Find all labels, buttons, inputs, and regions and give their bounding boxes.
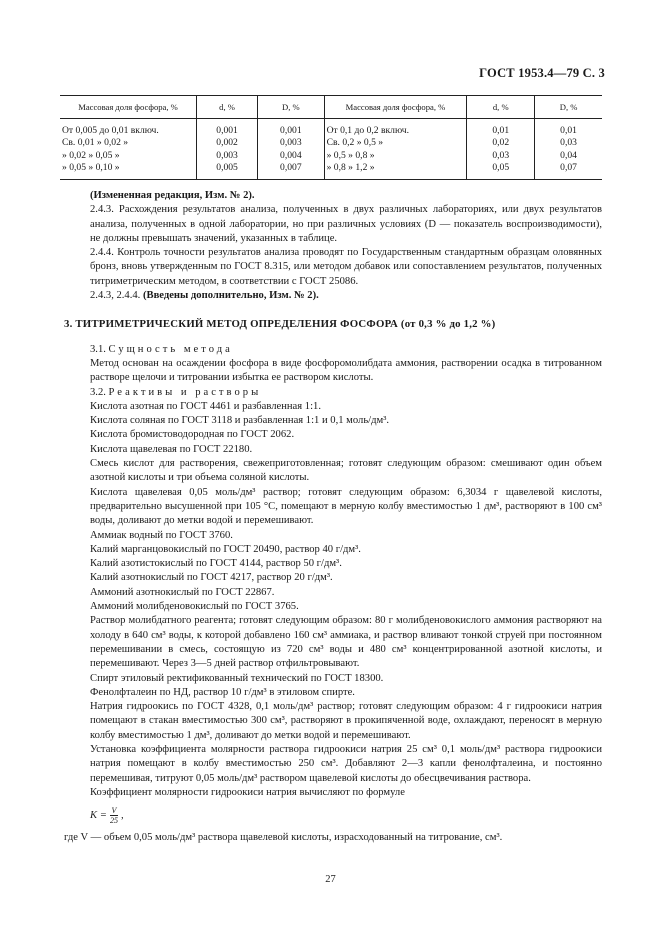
reagent-item: Спирт этиловый ректификованный технический по ГОСТ 18300.: [90, 672, 384, 684]
table-cell: 0,07: [535, 162, 602, 179]
reagent-item: Аммоний азотнокислый по ГОСТ 22867.: [90, 586, 275, 598]
formula-lhs: K =: [90, 810, 110, 822]
table-row: [60, 137, 602, 149]
reagent-item: Аммиак водный по ГОСТ 3760.: [90, 529, 233, 541]
paragraph-2-4-3: 2.4.3. Расхождения результатов анализа, полученных в двух различных лабораториях, или двух результатов анализа, полученных в одной лаборатории, но при различных условиях (D — показатель воспроизводимости), не должны превышать значений, указанных в таблице.: [90, 204, 602, 244]
table-cell: 0,005: [197, 162, 258, 179]
formula-intro: Коэффициент молярности гидроокиси натрия вычисляют по формуле: [90, 786, 405, 798]
table-cell: От 0,005 до 0,01 включ.: [62, 125, 159, 136]
table-row: [60, 150, 602, 162]
table-cell: » 0,8 » 1,2 »: [324, 162, 467, 179]
paragraph-2-4-4: 2.4.4. Контроль точности результатов анализа проводят по Государственным стандартным образцам оловянных бронз, вновь утвержденным по ГОСТ 8.315, или методом добавок или сопоставлением результатов, полученных титриметрическим методом, в соответствии с ГОСТ 25086.: [90, 247, 602, 287]
reagent-item: Кислота азотная по ГОСТ 4461 и разбавленная 1:1.: [90, 400, 321, 412]
reagent-item: Калий азотнокислый по ГОСТ 4217, раствор 20 г/дм³.: [90, 572, 333, 584]
table-cell: 0,01: [535, 119, 602, 138]
subsection-title: Реактивы и растворы: [108, 386, 262, 398]
amendment-text: (Введены дополнительно, Изм. № 2).: [142, 290, 319, 302]
reagent-item: Натрия гидроокись по ГОСТ 4328, 0,1 моль/дм³ раствор; готовят следующим образом: 4 г гидроокиси натрия помещают в стакан вместимостью 300 см³, растворяют в прокипяченной воде, охлаждают, переносят в мерную колбу вместимостью 1 дм³, доливают до метки водой и перемешивают.: [90, 701, 602, 741]
table-cell: 0,003: [197, 150, 258, 162]
col-header: D, %: [258, 96, 324, 119]
table-header-row: [60, 96, 602, 119]
col-header: Массовая доля фосфора, %: [60, 96, 197, 119]
amendment-refs: 2.4.3, 2.4.4.: [90, 290, 143, 302]
table-cell: 0,03: [535, 137, 602, 149]
reagent-item: Кислота щавелевая 0,05 моль/дм³ раствор; готовят следующим образом: 6,3034 г щавелевой кислоты, предварительно высушенной при 105 °С, помещают в мерную колбу вместимостью 1 дм³, растворяют в 100 см³ воды, доливают до метки водой и перемешивают.: [90, 486, 602, 527]
tolerance-table: [60, 95, 602, 180]
table-cell: 0,01: [467, 119, 535, 138]
reagent-item: Кислота щавелевая по ГОСТ 22180.: [90, 443, 253, 455]
col-header: d, %: [467, 96, 535, 119]
page-header: ГОСТ 1953.4—79 С. 3: [479, 66, 605, 80]
reagent-item: Калий марганцовокислый по ГОСТ 20490, раствор 40 г/дм³.: [90, 543, 361, 555]
col-header: D, %: [535, 96, 602, 119]
table-cell: » 0,05 » 0,10 »: [60, 162, 197, 179]
reagent-item: Кислота бромистоводородная по ГОСТ 2062.: [90, 429, 295, 441]
formula: [90, 806, 602, 825]
document-body: [64, 189, 602, 845]
table-row: [60, 162, 602, 179]
formula-denominator: 25: [109, 816, 118, 826]
table-row: [60, 119, 602, 138]
formula-where: где V — объем 0,05 моль/дм³ раствора щавелевой кислоты, израсходованный на титрование, см³.: [64, 832, 503, 844]
table-cell: 0,001: [258, 119, 324, 138]
reagent-item: Аммоний молибденовокислый по ГОСТ 3765.: [90, 601, 299, 613]
reagent-item: Кислота соляная по ГОСТ 3118 и разбавленная 1:1 и 0,1 моль/дм³.: [90, 415, 390, 427]
amendment-note: (Измененная редакция, Изм. № 2).: [90, 190, 255, 201]
subsection-number: 3.2.: [90, 386, 109, 398]
subsection-3-1-heading: [90, 343, 602, 357]
formula-tail: ,: [118, 810, 124, 822]
col-header: d, %: [197, 96, 258, 119]
table-cell: 0,004: [258, 150, 324, 162]
col-header: Массовая доля фосфора, %: [324, 96, 467, 119]
reagent-item: Фенолфталеин по НД, раствор 10 г/дм³ в этиловом спирте.: [90, 686, 355, 698]
table-cell: От 0,1 до 0,2 включ.: [324, 119, 467, 138]
amendment-note-2: [90, 289, 602, 303]
table-cell: Св. 0,2 » 0,5 »: [324, 137, 467, 149]
reagent-item: Калий азотистокислый по ГОСТ 4144, раствор 50 г/дм³.: [90, 558, 342, 570]
section-3-heading: 3. ТИТРИМЕТРИЧЕСКИЙ МЕТОД ОПРЕДЕЛЕНИЯ ФОСФОРА (от 0,3 % до 1,2 %): [64, 318, 496, 331]
table-cell: » 0,02 » 0,05 »: [62, 149, 120, 161]
reagent-item: Смесь кислот для растворения, свежеприготовленная; готовят следующим образом: смешивают один объем азотной кислоты и три объема соляной кислоты.: [90, 458, 602, 484]
method-principle: Метод основан на осаждении фосфора в виде фосфоромолибдата аммония, растворении осадка в титрованном растворе щелочи и титровании избытка ее раствором кислоты.: [90, 357, 602, 384]
table-cell: 0,001: [197, 119, 258, 138]
page-number: 27: [325, 874, 336, 885]
table-cell: 0,02: [467, 137, 535, 149]
formula-numerator: V: [111, 806, 117, 816]
table-cell: 0,007: [258, 162, 324, 179]
table-cell: 0,003: [258, 137, 324, 149]
table-cell: Св. 0,01 » 0,02 »: [62, 137, 129, 149]
subsection-title: Сущность метода: [108, 343, 233, 355]
subsection-3-2-heading: [90, 386, 602, 400]
table-cell: 0,002: [197, 137, 258, 149]
table-cell: 0,05: [467, 162, 535, 179]
subsection-number: 3.1.: [90, 343, 109, 355]
reagent-item: Раствор молибдатного реагента; готовят следующим образом: 80 г молибденовокислого аммония растворяют на холоду в 640 см³ воды, к которой добавлено 160 см³ аммиака, и раствор вливают тонкой струей при постоянном перемешивании в смесь, состоящую из 720 см³ воды и 480 см³ концентрированной азотной кислоты, и перемешивают. Через 3—5 дней раствор отфильтровывают.: [90, 615, 602, 670]
table-cell: 0,04: [535, 150, 602, 162]
table-cell: » 0,5 » 0,8 »: [324, 150, 467, 162]
table-cell: 0,03: [467, 150, 535, 162]
reagent-item: Установка коэффициента молярности раствора гидроокиси натрия 25 см³ 0,1 моль/дм³ раствора гидроокиси натрия помещают в колбу вместимостью 250 см³. Добавляют 2—3 капли фенолфталеина, и постоянно перемешивая, титруют 0,05 моль/дм³ раствором щавелевой кислоты до обесцвечивания раствора.: [90, 743, 602, 784]
